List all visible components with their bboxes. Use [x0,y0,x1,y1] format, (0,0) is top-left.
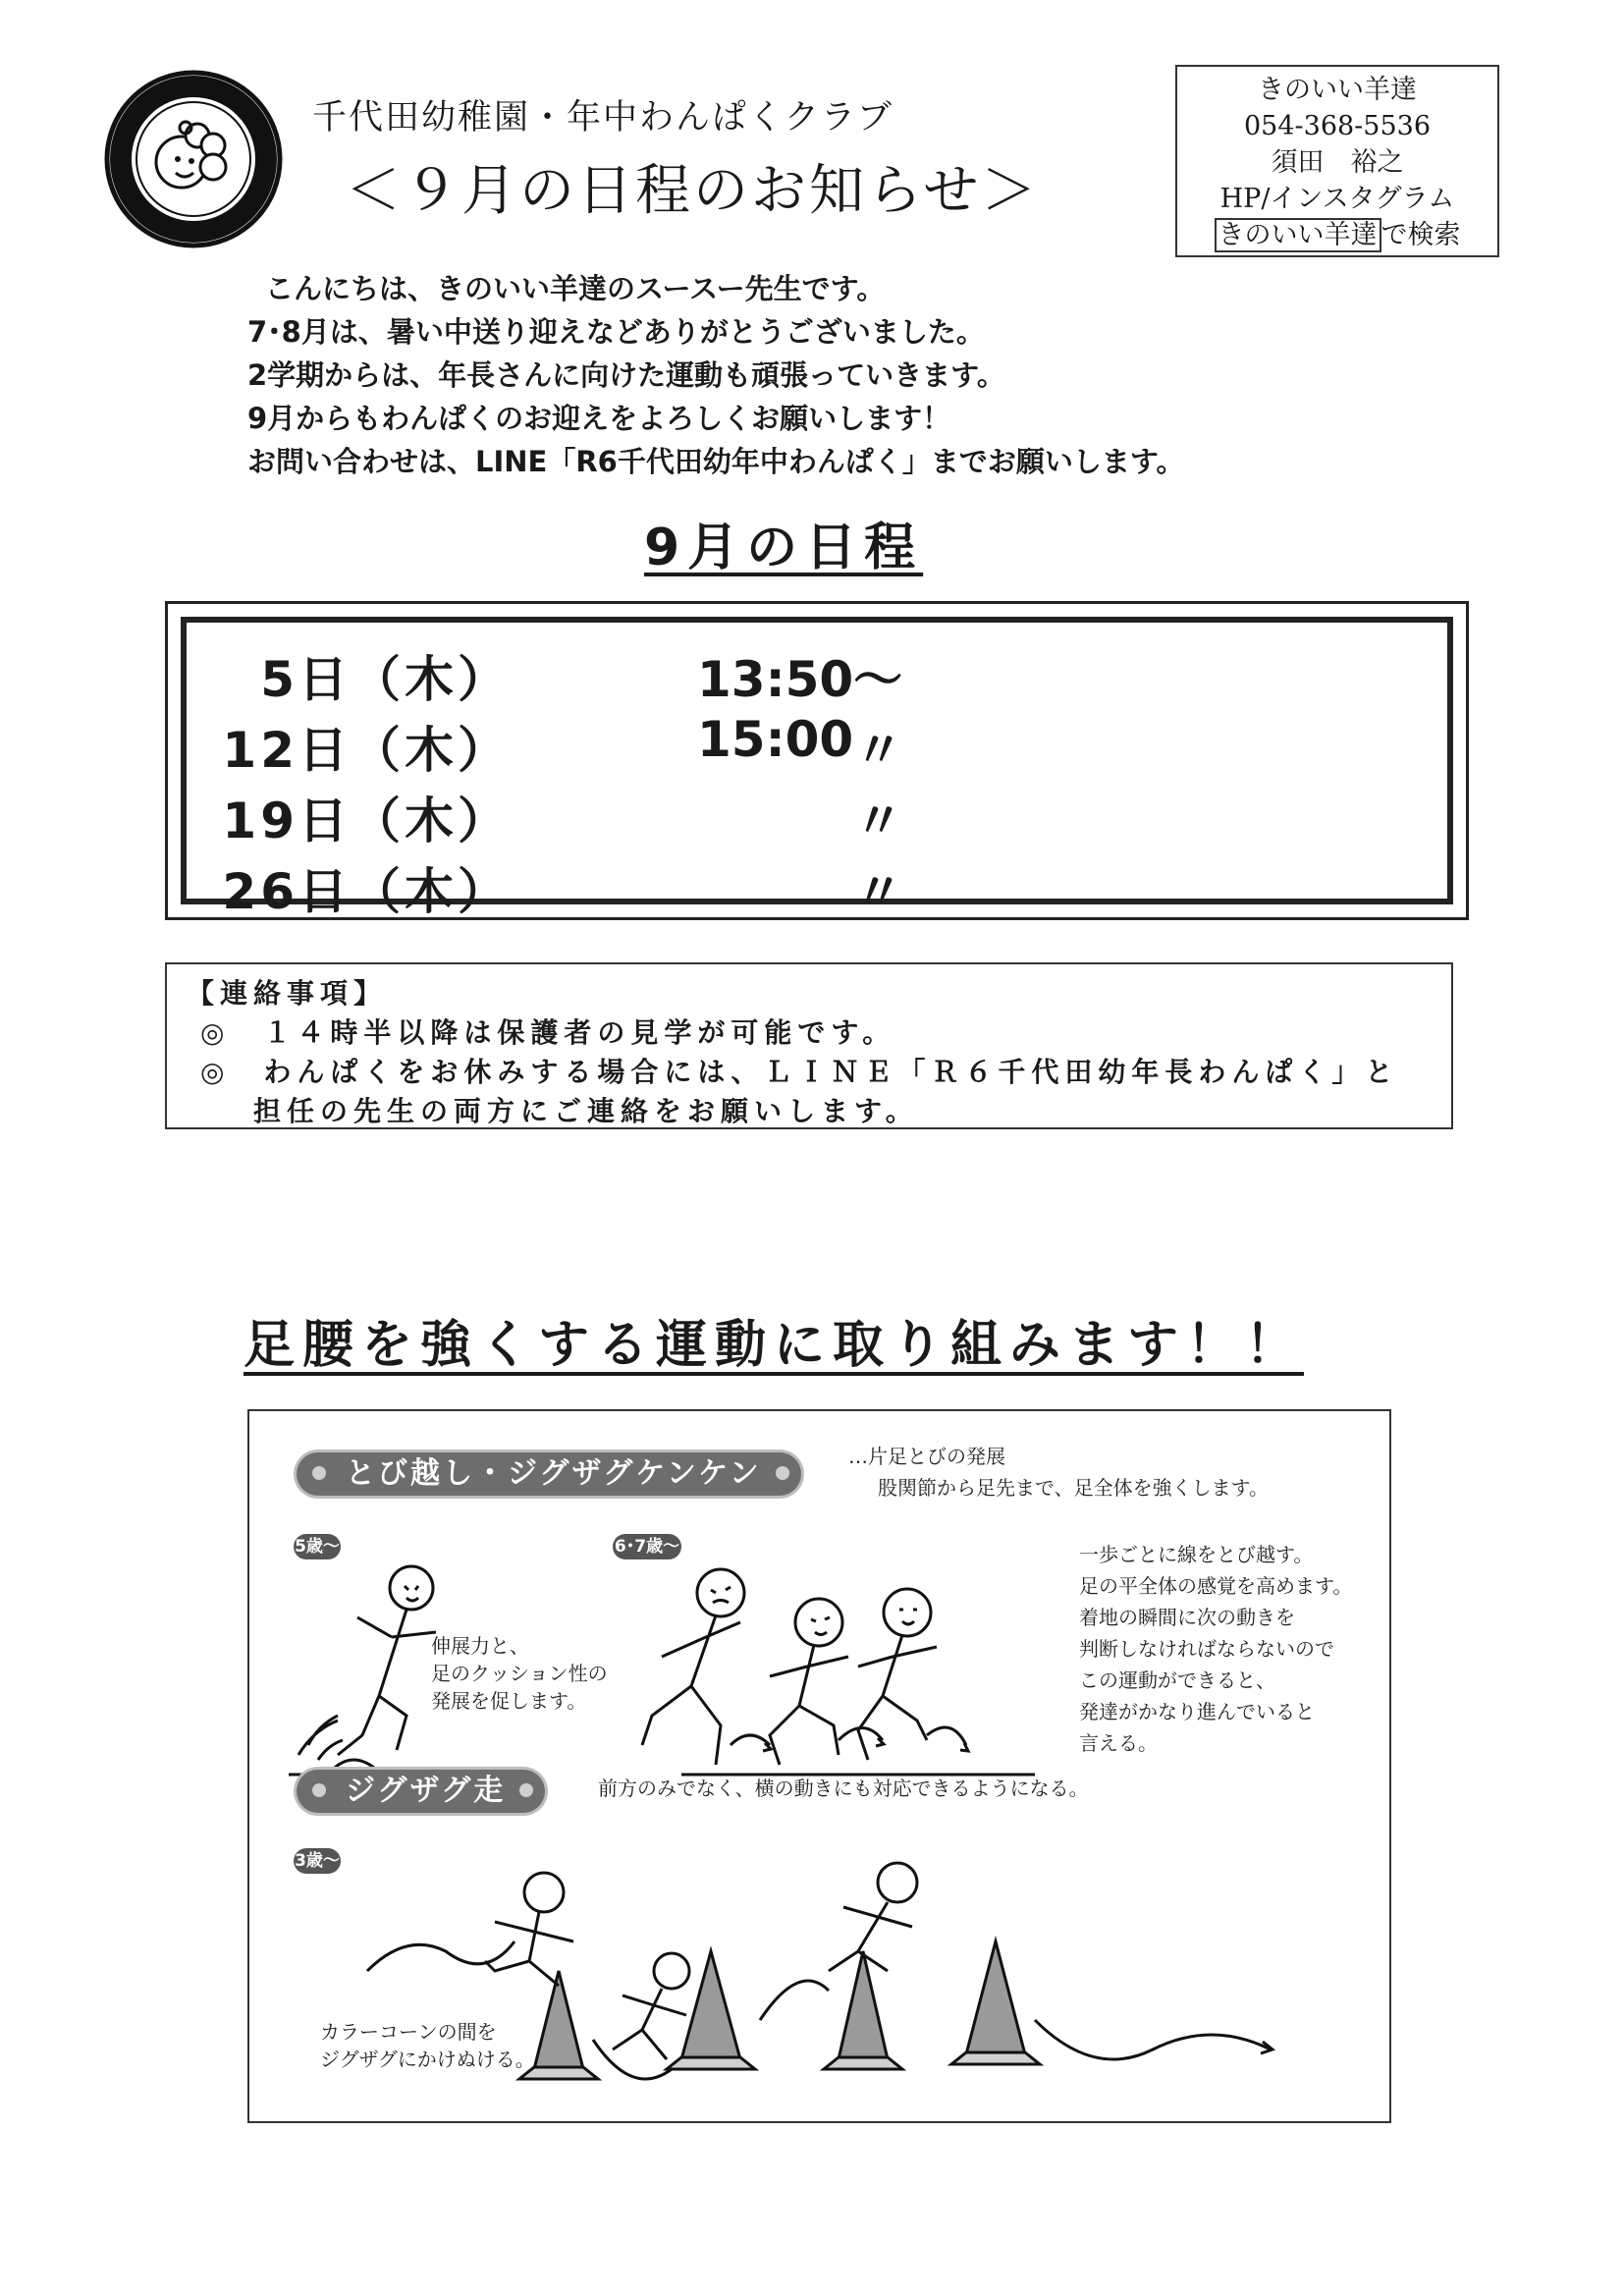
notice-item: ◎ １４時半以降は保護者の見学が可能です。 [200,1016,896,1049]
note-line: 言える。 [1079,1731,1158,1755]
note-line: 発達がかなり進んでいると [1079,1700,1315,1723]
notice-item: ◎ わんぱくをお休みする場合には、ＬＩＮＥ「Ｒ６千代田幼年長わんぱく」と [200,1056,1399,1088]
contact-person: 須田 裕之 [1271,147,1404,178]
age-badge: 3歳〜 [294,1848,341,1874]
intro-line: 9月からもわんぱくのお迎えをよろしくお願いします！ [247,402,951,435]
schedule-table [165,601,1469,920]
kinoii-hitsuji-logo [103,69,285,250]
intro-text [247,267,1185,483]
note-line: 着地の瞬間に次の動きを [1079,1606,1295,1629]
notice-title: 【連絡事項】 [187,977,388,1010]
note-line: この運動ができると、 [1079,1668,1275,1692]
phone-number: 054-368-5536 [1243,111,1432,141]
intro-line: こんにちは、きのいい羊達のスースー先生です。 [265,272,886,305]
schedule-time: 〃 [854,863,903,920]
contact-box [1175,65,1499,257]
intro-line: お問い合わせは、LINE「R6千代田幼年中わんぱく」までお願いします。 [247,445,1185,478]
organization-name: 千代田幼稚園・年中わんぱくクラブ [312,98,894,137]
age-badge: 5歳〜 [294,1534,341,1559]
schedule-date: 5日（木） [260,651,511,708]
section-pill-zigzag: ジグザグ走 [297,1770,545,1813]
schedule-time: 13:50〜15:00 [697,651,903,768]
search-keyword: きのいい羊達 [1215,218,1381,252]
note-line: 発展を促します。 [431,1689,587,1713]
exercise-illustration-box [247,1409,1391,2123]
section-subtitle: …片足とびの発展 [848,1445,1005,1468]
sns-label: HP/インスタグラム [1219,184,1455,214]
section-description: 股関節から足先まで、足全体を強くします。 [878,1476,1269,1500]
schedule-date: 12日（木） [222,722,511,779]
schedule-date: 26日（木） [222,863,511,920]
illustration-note [1079,1539,1352,1759]
notice-box [165,962,1453,1129]
schedule-time: 〃 [854,722,903,779]
age-badge: 6･7歳〜 [613,1534,681,1559]
schedule-time: 〃 [854,793,903,849]
schedule-date: 19日（木） [222,793,511,849]
jumping-figures-illustration [269,1539,1074,1794]
notice-item-continuation: 担任の先生の両方にご連絡をお願いします。 [253,1095,919,1127]
note-line: 足の平全体の感覚を高めます。 [1079,1574,1353,1598]
company-name: きのいい羊達 [1258,75,1417,105]
zigzag-run-illustration [348,1824,1369,2089]
note-line: 伸展力と、 [431,1634,529,1658]
section-pill-jump: とび越し・ジグザグケンケン [297,1452,801,1496]
intro-line: 7･8月は、暑い中送り迎えなどありがとうございました。 [247,315,985,349]
section-description: 前方のみでなく、横の動きにも対応できるようになる。 [598,1777,1089,1800]
note-line: 足のクッション性の [431,1662,608,1685]
note-line: 一歩ごとに線をとび越す。 [1079,1543,1314,1566]
intro-line: 2学期からは、年長さんに向けた運動も頑張っていきます。 [247,358,1005,392]
page-title: ＜９月の日程のお知らせ＞ [346,159,1040,223]
exercise-heading: 足腰を強くする運動に取り組みます！！ [244,1316,1305,1375]
search-hint [1177,217,1497,253]
note-line: ジグザグにかけぬける。 [320,2048,535,2071]
note-line: カラーコーンの間を [320,2020,497,2044]
search-suffix: で検索 [1380,220,1461,250]
note-line: 判断しなければならないので [1079,1637,1334,1661]
schedule-heading: 9月の日程 [644,519,924,577]
